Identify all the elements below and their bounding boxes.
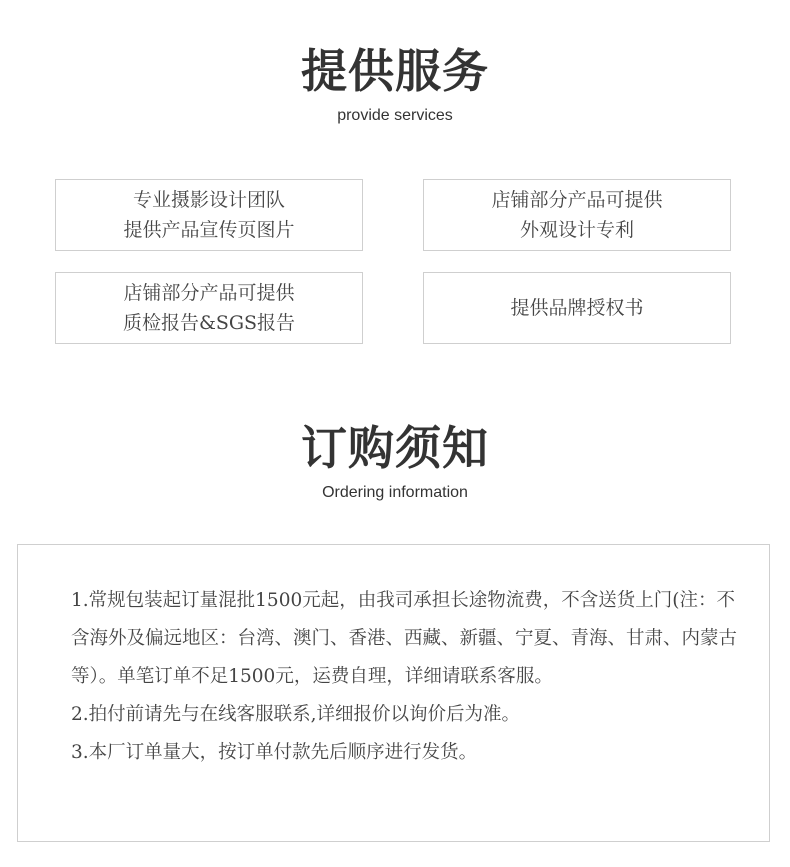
service-card-inspection-report [55,272,363,344]
service-card-brand-authorization [423,272,731,344]
service-card-photography [55,179,363,251]
ordering-subtitle: Ordering information [322,484,468,501]
service-card-line: 提供产品宣传页图片 [123,219,295,241]
service-card-line: 专业摄影设计团队 [132,189,285,211]
service-card-line: 店铺部分产品可提供 [123,282,295,304]
service-card-design-patent [423,179,731,251]
services-subtitle: provide services [337,107,453,124]
service-card-line: 店铺部分产品可提供 [491,189,663,211]
service-card-line: 质检报告&SGS报告 [122,312,296,334]
service-card-line: 外观设计专利 [519,219,634,241]
ordering-notice-box [17,544,770,842]
service-card-line: 提供品牌授权书 [510,297,644,319]
ordering-notice-item: 2.拍付前请先与在线客服联系,详细报价以询价后为准。 [71,704,521,725]
ordering-notice-item: 3.本厂订单量大，按订单付款先后顺序进行发货。 [71,742,478,763]
ordering-notice-list [71,582,743,772]
ordering-notice-item: 1.常规包装起订量混批1500元起，由我司承担长途物流费，不含送货上门(注：不含海外及偏远地区：台湾、澳门、香港、西藏、新疆、宁夏、青海、甘肃、内蒙古等）。单笔订单不足1500元，运费自理，详细请联系客服。 [71,590,738,687]
services-title: 提供服务 [301,44,489,98]
ordering-title: 订购须知 [301,421,489,475]
